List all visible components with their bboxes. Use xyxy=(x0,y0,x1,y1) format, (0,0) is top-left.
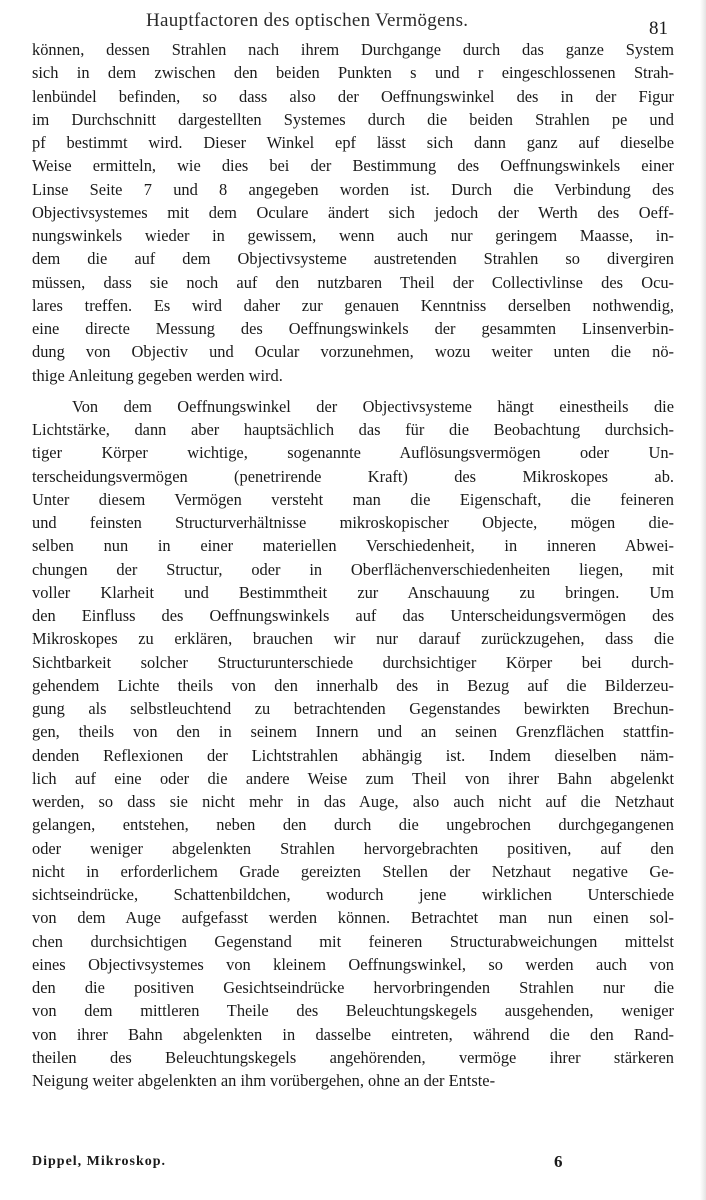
text-line: Lichtstärke, dann aber hauptsächlich das für die Beobachtung durchsich- xyxy=(32,420,674,439)
text-line: gehendem Lichte theils von den innerhalb des in Bezug auf die Bilderzeu- xyxy=(32,675,674,695)
text-line: Unter diesem Vermögen versteht man die Eigenschaft, die feineren xyxy=(32,489,674,509)
sheet-signature: 6 xyxy=(554,1152,563,1171)
page-footer xyxy=(32,1154,674,1184)
text-line: Sichtbarkeit solcher Structurunterschiede durchsichtiger Körper bei durch- xyxy=(32,652,674,672)
text-line: Linse Seite 7 und 8 angegeben worden ist. Durch die Verbindung des xyxy=(32,179,674,199)
paragraph xyxy=(32,395,674,1093)
text-line: selben nun in einer materiellen Verschiedenheit, in inneren Abwei- xyxy=(32,536,674,556)
text-line: im Durchschnitt dargestellten Systemes durch die beiden Strahlen pe und xyxy=(32,109,674,129)
text-line: pf bestimmt wird. Dieser Winkel epf lässt sich dann ganz auf dieselbe xyxy=(32,133,674,152)
text-line: Von dem Oeffnungswinkel der Objectivsysteme hängt einestheils die xyxy=(72,396,674,416)
text-line: terscheidungsvermögen (penetrirende Kraft) des Mikroskopes ab. xyxy=(32,466,674,486)
body-text xyxy=(32,38,674,1092)
paragraph xyxy=(32,38,674,387)
text-line: eine directe Messung des Oeffnungswinkels der gesammten Linsenverbin- xyxy=(32,319,674,338)
text-line: lares treffen. Es wird daher zur genauen Kenntniss derselben nothwendig, xyxy=(32,295,674,315)
text-line: thige Anleitung gegeben werden wird. xyxy=(32,365,283,385)
text-line: oder weniger abgelenkten Strahlen hervorgebrachten positiven, auf den xyxy=(32,838,674,858)
text-line: Objectivsystemes mit dem Oculare ändert sich jedoch der Werth des Oeff- xyxy=(32,202,674,222)
text-line: gelangen, entstehen, neben den durch die ungebrochen durchgegangenen xyxy=(32,815,674,835)
text-line: von dem Auge aufgefasst werden können. Betrachtet man nun einen sol- xyxy=(32,908,674,928)
text-line: können, dessen Strahlen nach ihrem Durchgange durch das ganze System xyxy=(32,40,674,59)
running-title: Hauptfactoren des optischen Vermögens. xyxy=(146,10,469,31)
text-line: sich in dem zwischen den beiden Punkten s und r eingeschlossenen Strah- xyxy=(32,63,674,83)
text-line: eines Objectivsystemes von kleinem Oeffnungswinkel, so werden auch von xyxy=(32,954,674,974)
text-line: nungswinkels wieder in gewissem, wenn auch nur geringem Maasse, in- xyxy=(32,226,674,245)
text-line: von dem mittleren Theile des Beleuchtungskegels ausgehenden, weniger xyxy=(32,1001,674,1021)
text-line: voller Klarheit und Bestimmtheit zur Anschauung zu bringen. Um xyxy=(32,582,674,602)
text-line: tiger Körper wichtige, sogenannte Auflösungsvermögen oder Un- xyxy=(32,443,674,463)
text-line: theilen des Beleuchtungskegels angehörenden, vermöge ihrer stärkeren xyxy=(32,1047,674,1067)
text-line: lich auf eine oder die andere Weise zum Theil von ihrer Bahn abgelenkt xyxy=(32,768,674,788)
text-line: nicht in erforderlichem Grade gereizten Stellen der Netzhaut negative Ge- xyxy=(32,861,674,881)
text-line: Mikroskopes zu erklären, brauchen wir nur darauf zurückzugehen, dass die xyxy=(32,629,674,649)
text-line: chen durchsichtigen Gegenstand mit feineren Structurabweichungen mittelst xyxy=(32,931,674,951)
text-line: Neigung weiter abgelenkten an ihm vorübergehen, ohne an der Entste- xyxy=(32,1071,496,1090)
text-line: werden, so dass sie nicht mehr in das Auge, also auch nicht auf die Netzhaut xyxy=(32,792,674,811)
text-line: gung als selbstleuchtend zu betrachtenden Gegenstandes bewirkten Brechun- xyxy=(32,699,674,718)
text-line: und feinsten Structurverhältnisse mikroskopischer Objecte, mögen die- xyxy=(32,513,674,532)
text-line: den Einfluss des Oeffnungswinkels auf das Unterscheidungsvermögen des xyxy=(32,606,674,625)
text-line: lenbündel befinden, so dass also der Oeffnungswinkel des in der Figur xyxy=(32,86,674,106)
text-line: denden Reflexionen der Lichtstrahlen abhängig ist. Indem dieselben näm- xyxy=(32,745,674,765)
text-line: Weise ermitteln, wie dies bei der Bestimmung des Oeffnungswinkels einer xyxy=(32,156,674,176)
text-line: müssen, dass sie noch auf den nutzbaren Theil der Collectivlinse des Ocu- xyxy=(32,272,674,292)
text-line: dung von Objectiv und Ocular vorzunehmen, wozu weiter unten die nö- xyxy=(32,342,674,362)
text-line: von ihrer Bahn abgelenkten in dasselbe eintreten, während die den Rand- xyxy=(32,1024,674,1044)
text-line: den die positiven Gesichtseindrücke hervorbringenden Strahlen nur die xyxy=(32,978,674,997)
page-number: 81 xyxy=(649,18,668,39)
text-line: sichtseindrücke, Schattenbildchen, wodurch jene wirklichen Unterschiede xyxy=(32,885,674,904)
text-line: gen, theils von den in seinem Innern und an seinen Grenzflächen stattfin- xyxy=(32,722,674,742)
footer-author-title: Dippel, Mikroskop. xyxy=(32,1154,167,1169)
text-line: chungen der Structur, oder in Oberflächenverschiedenheiten liegen, mit xyxy=(32,559,674,579)
text-line: dem die auf dem Objectivsysteme austretenden Strahlen so divergiren xyxy=(32,249,674,269)
page-edge-shadow xyxy=(700,0,706,1200)
